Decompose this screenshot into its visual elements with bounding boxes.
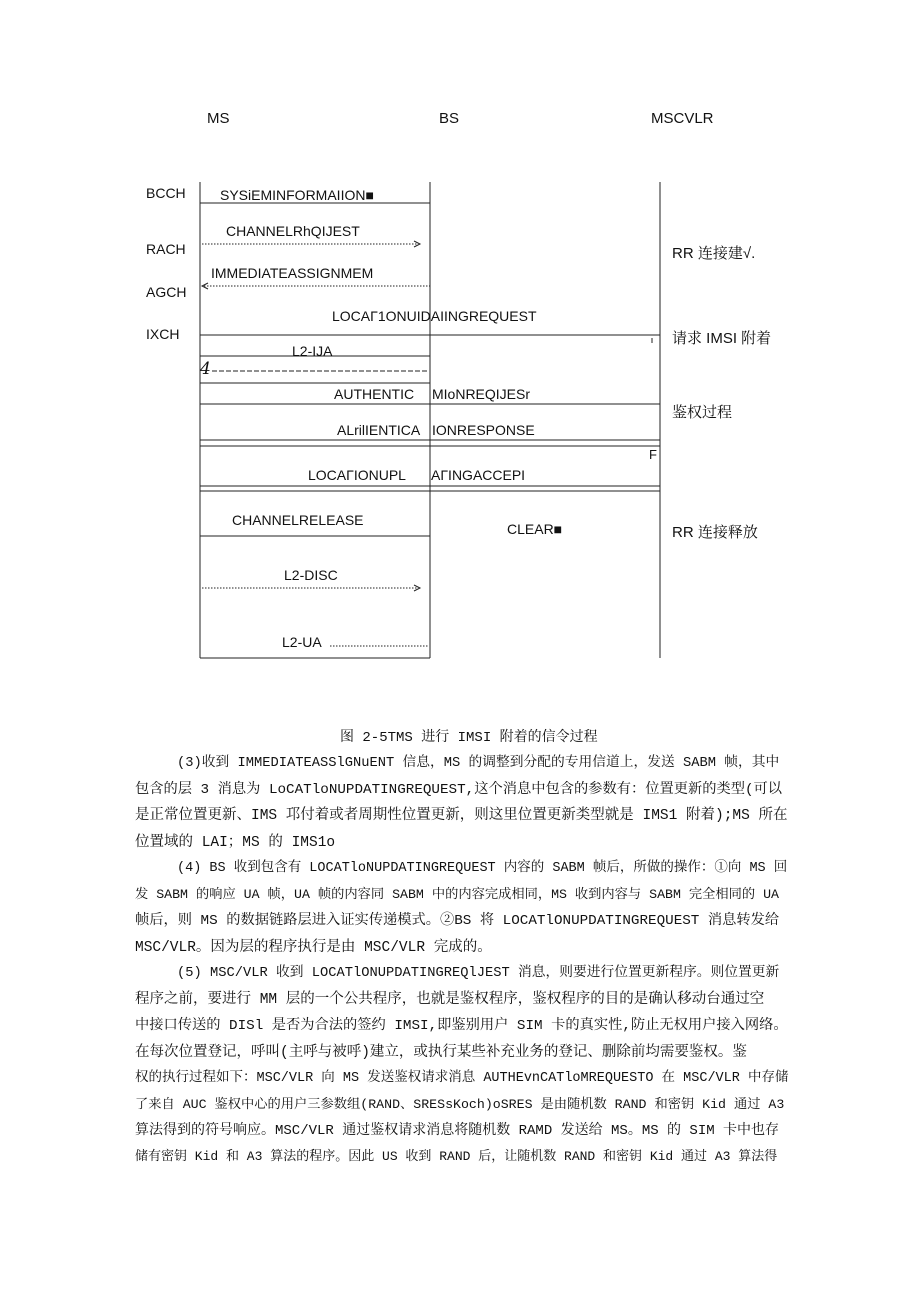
chrel-label: CHANNELRELEASE bbox=[232, 512, 364, 528]
authreq-label-b: MIoNREQIJESr bbox=[432, 386, 531, 402]
locupd-label: LOCAΓ1ONUIDAIINGREQUEST bbox=[332, 308, 537, 324]
rr-setup-note: RR 连接建√. bbox=[672, 245, 756, 262]
paragraph-line: (4) BS 收到包含有 LOCATloNUPDATINGREQUEST 内容的 SABM 帧后，所做的操作：①向 MS 回 bbox=[177, 861, 788, 876]
authreq-label-a: AUTHENTIC bbox=[334, 386, 415, 402]
rr-release-note: RR 连接释放 bbox=[672, 524, 758, 541]
paragraph-line: 储有密钥 Kid 和 A3 算法的程序。因此 US 收到 RAND 后，让随机数 RAND 和密钥 Kid 通过 A3 算法得 bbox=[135, 1149, 778, 1165]
figure-caption: 图 2-5TMS 进行 IMSI 附着的信令过程 bbox=[340, 730, 598, 746]
immassign-label: IMMEDIATEASSIGNMEM bbox=[211, 265, 374, 281]
locacc-label-a: LOCAΓIONUPL bbox=[308, 467, 406, 483]
paragraph-line: (3)收到 IMMEDIATEASSlGNuENT 信息，MS 的调整到分配的专用信道上，发送 SABM 帧，其中 bbox=[177, 756, 780, 771]
l2disc-label: L2-DISC bbox=[284, 567, 338, 583]
paragraph-5 bbox=[135, 961, 789, 1171]
paragraph-line: 包含的层 3 消息为 LoCATloNUPDATINGREQUEST,这个消息中包含的参数有：位置更新的类型(可以 bbox=[135, 782, 782, 799]
paragraph-line: 程序之前，要进行 MM 层的一个公共程序，也就是鉴权程序，鉴权程序的目的是确认移动台通过空 bbox=[135, 992, 765, 1009]
paragraph-line: MSC/VLR。因为层的程序执行是由 MSC/VLR 完成的。 bbox=[135, 939, 492, 956]
authresp-label-b: IONRESPONSE bbox=[432, 422, 535, 438]
f-mark: F bbox=[649, 447, 657, 462]
paragraph-line: 权的执行过程如下：MSC/VLR 向 MS 发送鉴权请求消息 AUTHEvnCATloMREQUESTO 在 MSC/VLR 中存储 bbox=[135, 1070, 789, 1086]
paragraph-line: (5) MSC/VLR 收到 LOCATlONUPDATINGREQlJEST 消息，则要进行位置更新程序。则位置更新 bbox=[177, 966, 780, 981]
l2disc-arrowhead bbox=[414, 585, 420, 591]
l2ua-label: L2-IJA bbox=[292, 343, 333, 359]
imsi-attach-note: 请求 IMSI 附着 bbox=[672, 330, 772, 347]
paragraph-line: 在每次位置登记，呼叫(主呼与被呼)建立，或执行某些补充业务的登记、删除前均需要鉴权。鉴 bbox=[135, 1044, 747, 1061]
agch-label: AGCH bbox=[146, 284, 187, 300]
paragraph-line: 了来自 AUC 鉴权中心的用户三参数组(RAND、SRESsKoch)oSRES 是由随机数 RAND 和密钥 Kid 通过 A3 bbox=[135, 1097, 785, 1113]
paragraph-3 bbox=[135, 751, 789, 856]
l2ua2-label: L2-UA bbox=[282, 634, 322, 650]
rach-label: RACH bbox=[146, 241, 186, 257]
paragraph-line: 位置域的 LAI；MS 的 IMS1o bbox=[135, 834, 336, 851]
chreq-arrowhead bbox=[414, 241, 420, 247]
sysinfo-label: SYSiEMINFORMAIION■ bbox=[220, 187, 374, 203]
authresp-label-a: ALrilIENTICA bbox=[337, 422, 421, 438]
chreq-label: CHANNELRhQIJEST bbox=[226, 223, 360, 239]
clear-label: CLEAR■ bbox=[507, 521, 563, 537]
msc-header: MSCVLR bbox=[651, 110, 714, 127]
paragraph-4 bbox=[135, 856, 789, 961]
bcch-label: BCCH bbox=[146, 185, 186, 201]
paragraph-line: 是正常位置更新、IMS 邛付着或者周期性位置更新，则这里位置更新类型就是 IMS1 附着);MS 所在 bbox=[135, 808, 788, 825]
paragraph-line: 发 SABM 的响应 UA 帧，UA 帧的内容同 SABM 中的内容完成相同，MS 收到内容与 SABM 完全相同的 UA bbox=[135, 887, 779, 903]
paragraph-line: 中接口传送的 DISl 是否为合法的签约 IMSI,即鉴别用户 SIM 卡的真实性,防止无权用户接入网络。 bbox=[135, 1018, 788, 1035]
dash-number: 4 bbox=[200, 359, 211, 379]
locacc-label-b: AΓINGACCEPI bbox=[431, 467, 526, 483]
paragraph-line: 算法得到的符号响应。MSC/VLR 通过鉴权请求消息将随机数 RAMD 发送给 MS。MS 的 SIM 卡中也存 bbox=[135, 1123, 780, 1140]
ms-header: MS bbox=[207, 110, 230, 127]
bs-header: BS bbox=[439, 110, 460, 127]
ixch-label: IXCH bbox=[146, 326, 180, 342]
paragraph-line: 帧后，则 MS 的数据链路层进入证实传递模式。②BS 将 LOCATlONUPDATINGREQUEST 消息转发给 bbox=[135, 913, 780, 930]
auth-note: 鉴权过程 bbox=[672, 404, 733, 421]
